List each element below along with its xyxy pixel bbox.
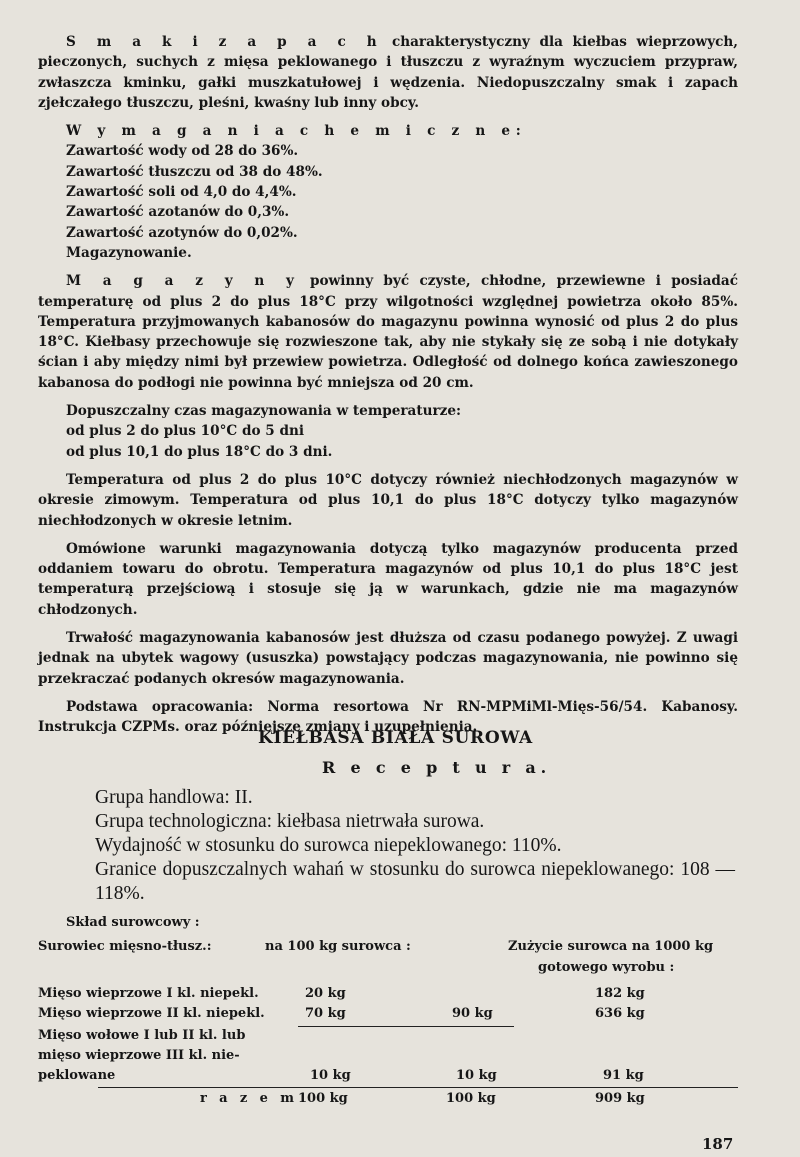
row-kg100: 70 kg [305, 1006, 346, 1021]
page-number: 187 [702, 1135, 734, 1153]
col-per100-header: na 100 kg surowca : [265, 939, 411, 954]
row-kg100: 20 kg [305, 986, 346, 1001]
allowed-intro: Dopuszczalny czas magazynowania w temperaturze: [66, 403, 462, 420]
total-label: r a z e m [200, 1091, 298, 1106]
chemical-heading-text: W y m a g a n i a c h e m i c z n e: [66, 123, 527, 140]
row-kg1000: 91 kg [603, 1068, 644, 1083]
yield-line: Wydajność w stosunku do surowca niepeklowanego: 110%. [95, 835, 562, 856]
storage-lead: M a g a z y n y [66, 273, 300, 290]
row-name: Mięso wołowe I lub II kl. lub [38, 1028, 246, 1043]
row-kg1000: 182 kg [595, 986, 645, 1001]
recipe-info [95, 786, 735, 906]
taste-paragraph [38, 32, 738, 113]
chemical-item: Zawartość wody od 28 do 36%. [66, 143, 299, 160]
total-sum: 100 kg [446, 1091, 496, 1106]
col-usage-header-1: Zużycie surowca na 1000 kg [508, 939, 714, 954]
tech-group: Grupa technologiczna: kiełbasa nietrwała surowa. [95, 811, 485, 832]
temperature-paragraph: Temperatura od plus 2 do plus 10°C dotyczy również niechłodzonych magazynów w okresie zimowym. Temperatura od plus 10,1 do plus 18°C dotyczy tylko magazynów niechłodzonych w okresie letnim. [38, 471, 738, 529]
col-raw-header: Surowiec mięsno-tłusz.: [38, 939, 212, 954]
storage-paragraph [38, 271, 738, 393]
taste-lead: S m a k i z a p a c h [66, 34, 383, 50]
recipe-title: KIEŁBASA BIAŁA SUROWA [258, 728, 533, 748]
recipe-subtitle: R e c e p t u r a. [322, 758, 551, 777]
basis-text: Norma resortowa Nr RN-MPMiMl-Mięs-56/54. Kabanosy. Instrukcja CZPMs. oraz późniejsze zmiany i uzupełnienia. [38, 698, 738, 736]
taste-text: charakterystyczny dla kiełbas wieprzowych, pieczonych, suchych z mięsa peklowanego i tłuszczu z wyraźnym wyczuciem przypraw, zwłaszcza kminku, gałki muszkatułowej i wędzenia. Niedopuszczalny smak i zapach zjełczałego tłuszczu, pleśni, kwaśny lub inny obcy. [38, 34, 738, 111]
top-section [38, 32, 738, 738]
col-usage-header-2: gotowego wyrobu : [538, 960, 675, 975]
total-kg100: 100 kg [298, 1091, 348, 1106]
total-rule [98, 1087, 738, 1088]
composition-heading: Skład surowcowy : [66, 915, 200, 930]
row-name: Mięso wieprzowe II kl. niepekl. [38, 1006, 265, 1021]
trade-group: Grupa handlowa: II. [95, 787, 253, 808]
conditions-paragraph: Omówione warunki magazynowania dotyczą tylko magazynów producenta przed oddaniem towaru do obrotu. Temperatura magazynów od plus 10,1 do plus 18°C jest temperaturą przejściową i stosuje się ją w warunkach, gdzie nie ma magazynów chłodzonych. [38, 540, 738, 618]
chemical-item: Zawartość azotynów do 0,02%. [66, 224, 298, 241]
chemical-item: Zawartość azotanów do 0,3%. [66, 204, 290, 221]
row-kg1000: 636 kg [595, 1006, 645, 1021]
basis-label: Podstawa opracowania: [66, 698, 254, 715]
storage-heading: Magazynowanie. [66, 244, 192, 261]
allowed-item: od plus 10,1 do plus 18°C do 3 dni. [66, 443, 333, 460]
row-name: peklowane [38, 1068, 116, 1083]
row-name: mięso wieprzowe III kl. nie- [38, 1048, 240, 1063]
durability-paragraph: Trwałość magazynowania kabanosów jest dłuższa od czasu podanego powyżej. Z uwagi jednak na ubytek wagowy (ususzka) powstający podczas magazynowania, nie powinno się przekraczać podanych okresów magazynowania. [38, 630, 738, 687]
sum-rule [298, 1026, 514, 1027]
allowed-item: od plus 2 do plus 10°C do 5 dni [66, 423, 304, 440]
chemical-heading [38, 121, 738, 141]
row-name: Mięso wieprzowe I kl. niepekl. [38, 986, 259, 1001]
row-kg100: 10 kg [310, 1068, 351, 1083]
total-kg1000: 909 kg [595, 1091, 645, 1106]
storage-text: powinny być czyste, chłodne, przewiewne i posiadać temperaturę od plus 2 do plus 18°C przy wilgotności względnej powietrza około 85%. Temperatura przyjmowanych kabanosów do magazynu powinna wynosić od plus 2 do plus 18°C. Kiełbasy przechowuje się rozwieszone tak, aby nie stykały się ze sobą i nie dotykały ścian i aby między nimi był przewiew powietrza. Odległość od dolnego końca zawieszonego kabanosa do podłogi nie powinna być mniejsza od 20 cm. [38, 273, 738, 391]
chemical-item: Zawartość soli od 4,0 do 4,4%. [66, 184, 297, 201]
limits-line: Granice dopuszczalnych wahań w stosunku do surowca niepeklowanego: 108 — 118%. [95, 859, 735, 904]
row-sum: 10 kg [456, 1068, 497, 1083]
allowed-time-block [38, 401, 738, 462]
chemical-list [38, 141, 738, 263]
row-sum: 90 kg [452, 1006, 493, 1021]
chemical-item: Zawartość tłuszczu od 38 do 48%. [66, 163, 323, 180]
